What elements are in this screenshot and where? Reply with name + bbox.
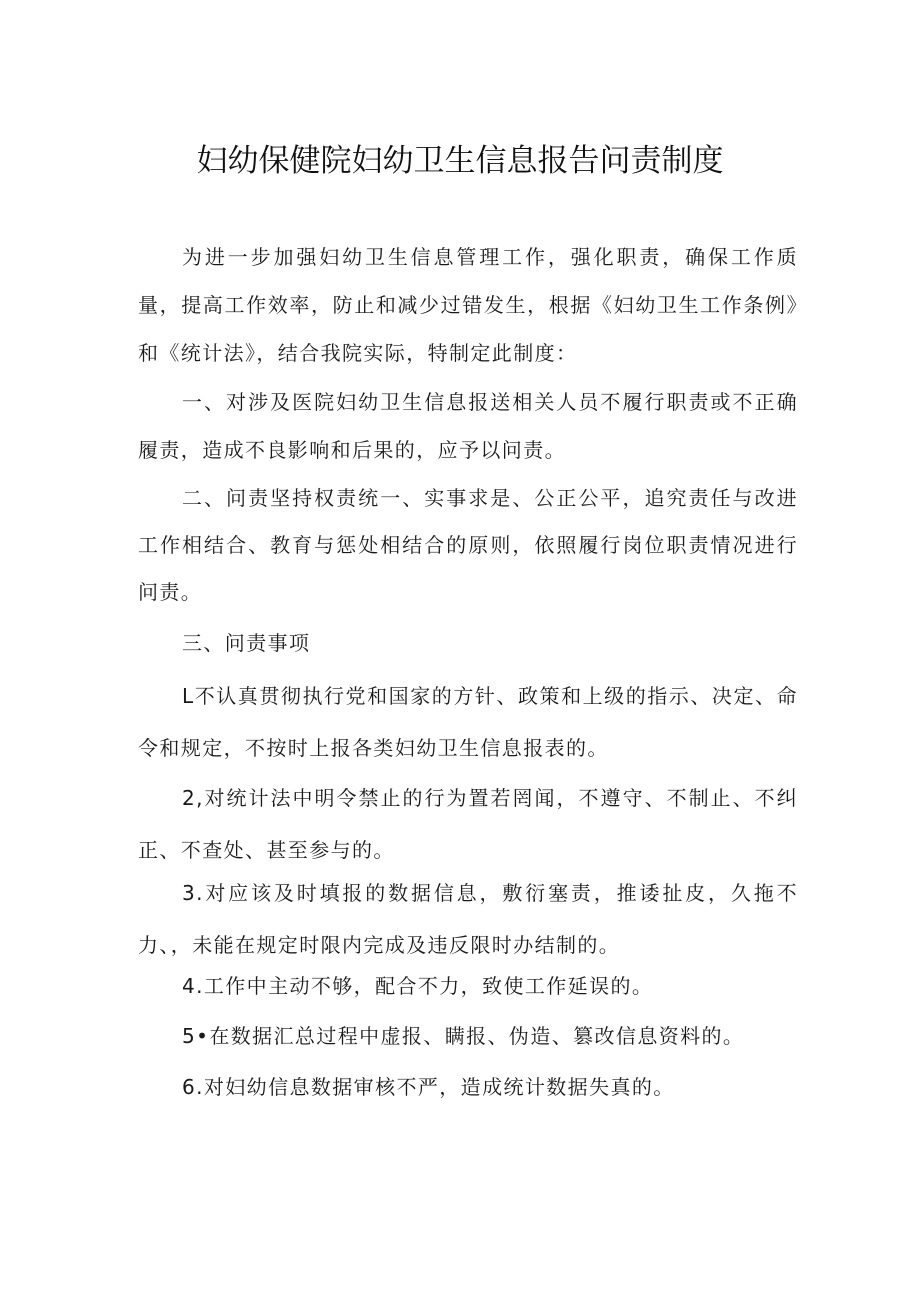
accountability-item-6: 6.对妇幼信息数据审核不严，造成统计数据失真的。	[182, 1075, 675, 1099]
intro-paragraph: 为进一步加强妇幼卫生信息管理工作，强化职责，确保工作质量，提高工作效率，防止和减少过错发生，根据《妇幼卫生工作条例》和《统计法》，结合我院实际，特制定此制度：	[138, 245, 798, 365]
section-one-paragraph: 一、对涉及医院妇幼卫生信息报送相关人员不履行职责或不正确履责，造成不良影响和后果的，应予以问责。	[138, 390, 798, 462]
document-title: 妇幼保健院妇幼卫生信息报告问责制度	[196, 143, 724, 179]
accountability-item-5: 5•在数据汇总过程中虚报、瞒报、伪造、篡改信息资料的。	[182, 1024, 745, 1048]
accountability-item-3: 3.对应该及时填报的数据信息，敷衍塞责，推诿扯皮，久拖不力、，未能在规定时限内完成及违反限时办结制的。	[138, 881, 798, 957]
accountability-item-4: 4.工作中主动不够，配合不力，致使工作延误的。	[182, 974, 654, 998]
accountability-item-2: 2,对统计法中明令禁止的行为置若罔闻，不遵守、不制止、不纠正、不查处、甚至参与的。	[138, 786, 798, 862]
section-two-paragraph: 二、问责坚持权责统一、实事求是、公正公平，追究责任与改进工作相结合、教育与惩处相结合的原则，依照履行岗位职责情况进行问责。	[138, 486, 798, 604]
accountability-item-1: L不认真贯彻执行党和国家的方针、政策和上级的指示、决定、命令和规定，不按时上报各类妇幼卫生信息报表的。	[138, 684, 798, 760]
section-three-heading: 三、问责事项	[182, 631, 311, 655]
